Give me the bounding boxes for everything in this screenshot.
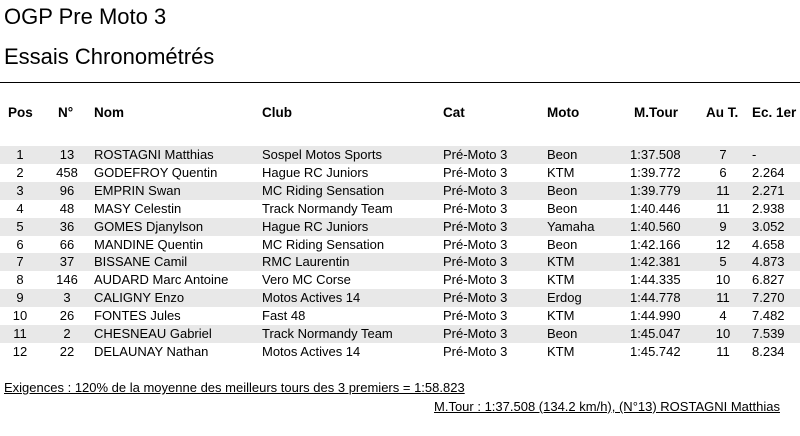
cell-club: Fast 48 [262, 308, 306, 324]
table-row [0, 236, 800, 254]
cell-ec: 4.658 [752, 236, 785, 252]
cell-pos: 9 [16, 290, 24, 306]
cell-nom: DELAUNAY Nathan [94, 343, 209, 359]
cell-nom: GODEFROY Quentin [94, 164, 218, 180]
cell-cat: Pré-Moto 3 [443, 308, 508, 324]
cell-mtour: 1:40.446 [630, 200, 681, 216]
cell-aut: 11 [716, 290, 730, 306]
cell-mtour: 1:40.560 [630, 218, 681, 234]
cell-nom: EMPRIN Swan [94, 182, 181, 198]
cell-pos: 10 [12, 308, 28, 324]
cell-moto: Beon [547, 326, 578, 341]
cell-moto: KTM [547, 272, 575, 288]
cell-moto: KTM [547, 164, 575, 180]
cell-club: Hague RC Juniors [262, 218, 369, 234]
cell-pos: 5 [16, 218, 24, 234]
cell-moto: Beon [547, 200, 578, 216]
cell-cat: Pré-Moto 3 [443, 236, 508, 252]
cell-mtour: 1:45.742 [630, 343, 681, 359]
cell-club: Hague RC Juniors [262, 164, 369, 180]
cell-ec: 6.827 [752, 272, 785, 288]
cell-pos: 1 [16, 147, 24, 162]
cell-nom: MASY Celestin [94, 200, 182, 216]
cell-num: 36 [59, 218, 75, 234]
col-header-nom: Nom [94, 105, 124, 120]
cell-aut: 11 [716, 343, 730, 359]
best-lap-note: M.Tour : 1:37.508 (134.2 km/h), (N°13) ROSTAGNI Matthias [434, 399, 780, 414]
cell-nom: FONTES Jules [94, 308, 181, 324]
cell-aut: 11 [716, 200, 730, 216]
cell-mtour: 1:44.778 [630, 290, 681, 306]
cell-club: RMC Laurentin [262, 254, 350, 270]
cell-mtour: 1:42.381 [630, 254, 681, 270]
cell-cat: Pré-Moto 3 [443, 164, 508, 180]
cell-club: Track Normandy Team [262, 200, 393, 216]
cell-aut: 7 [719, 147, 727, 162]
cell-cat: Pré-Moto 3 [443, 200, 508, 216]
col-header-moto: Moto [547, 105, 580, 120]
cell-moto: KTM [547, 308, 575, 324]
cell-ec: 4.873 [752, 254, 785, 270]
cell-ec: 2.264 [752, 164, 785, 180]
cell-aut: 12 [715, 236, 731, 252]
cell-club: Motos Actives 14 [262, 290, 361, 306]
table-row [0, 200, 800, 218]
cell-cat: Pré-Moto 3 [443, 343, 508, 359]
cell-num: 13 [59, 147, 75, 162]
cell-num: 22 [59, 343, 75, 359]
cell-club: Vero MC Corse [262, 272, 351, 288]
cell-aut: 11 [716, 182, 730, 198]
table-row [0, 343, 800, 361]
cell-cat: Pré-Moto 3 [443, 182, 508, 198]
cell-pos: 2 [16, 164, 24, 180]
cell-cat: Pré-Moto 3 [443, 254, 508, 270]
col-header-ec: Ec. 1er [752, 105, 797, 120]
cell-mtour: 1:42.166 [630, 236, 681, 252]
cell-cat: Pré-Moto 3 [443, 218, 508, 234]
cell-nom: CALIGNY Enzo [94, 290, 185, 306]
cell-cat: Pré-Moto 3 [443, 147, 508, 162]
cell-aut: 5 [719, 254, 727, 270]
col-header-club: Club [262, 105, 292, 120]
cell-num: 3 [63, 290, 71, 306]
cell-num: 66 [59, 236, 75, 252]
table-row [0, 182, 800, 200]
cell-ec: 7.270 [752, 290, 785, 306]
table-row [0, 289, 800, 307]
cell-ec: 7.482 [752, 308, 785, 324]
cell-cat: Pré-Moto 3 [443, 272, 508, 288]
col-header-pos: Pos [8, 105, 33, 120]
cell-ec: 8.234 [752, 343, 785, 359]
cell-ec: 2.938 [752, 200, 785, 216]
cell-pos: 3 [16, 182, 24, 198]
table-row [0, 164, 800, 182]
cell-ec: 7.539 [752, 326, 785, 341]
cell-moto: Erdog [547, 290, 582, 306]
cell-pos: 12 [12, 343, 28, 359]
cell-mtour: 1:39.772 [630, 164, 681, 180]
cell-num: 146 [56, 272, 78, 288]
cell-ec: - [752, 147, 757, 162]
cell-nom: BISSANE Camil [94, 254, 188, 270]
cell-aut: 10 [715, 326, 731, 341]
table-row [0, 253, 800, 271]
table-row [0, 271, 800, 289]
cell-num: 26 [59, 308, 75, 324]
cell-cat: Pré-Moto 3 [443, 290, 508, 306]
cell-moto: Beon [547, 236, 578, 252]
cell-mtour: 1:37.508 [630, 147, 681, 162]
cell-num: 2 [63, 326, 71, 341]
cell-club: Motos Actives 14 [262, 343, 361, 359]
cell-num: 48 [59, 200, 75, 216]
cell-club: MC Riding Sensation [262, 236, 385, 252]
cell-aut: 6 [719, 164, 727, 180]
cell-moto: Beon [547, 182, 578, 198]
page-subtitle: Essais Chronométrés [4, 44, 215, 69]
cell-moto: KTM [547, 254, 575, 270]
cell-club: Track Normandy Team [262, 326, 393, 341]
cell-aut: 9 [719, 218, 727, 234]
cell-cat: Pré-Moto 3 [443, 326, 508, 341]
cell-moto: Beon [547, 147, 578, 162]
table-row [0, 146, 800, 164]
cell-num: 458 [56, 164, 78, 180]
cell-nom: AUDARD Marc Antoine [94, 272, 229, 288]
cell-mtour: 1:45.047 [630, 326, 681, 341]
cell-club: MC Riding Sensation [262, 182, 385, 198]
cell-mtour: 1:44.990 [630, 308, 681, 324]
cell-aut: 4 [719, 308, 727, 324]
cell-aut: 10 [715, 272, 731, 288]
title-divider [0, 82, 800, 83]
col-header-aut: Au T. [706, 105, 739, 120]
cell-nom: GOMES Djanylson [94, 218, 204, 234]
page-title: OGP Pre Moto 3 [4, 4, 167, 29]
cell-ec: 2.271 [752, 182, 785, 198]
cell-mtour: 1:39.779 [630, 182, 681, 198]
col-header-cat: Cat [443, 105, 465, 120]
cell-ec: 3.052 [752, 218, 785, 234]
cell-pos: 4 [16, 200, 24, 216]
col-header-num: N° [58, 105, 74, 120]
table-row [0, 325, 800, 343]
cell-num: 96 [59, 182, 75, 198]
cell-mtour: 1:44.335 [630, 272, 681, 288]
cell-pos: 11 [13, 326, 27, 341]
table-row [0, 218, 800, 236]
cell-pos: 6 [16, 236, 24, 252]
cell-nom: MANDINE Quentin [94, 236, 204, 252]
cell-nom: CHESNEAU Gabriel [94, 326, 212, 341]
cell-nom: ROSTAGNI Matthias [94, 147, 214, 162]
cell-num: 37 [59, 254, 75, 270]
table-row [0, 307, 800, 325]
cell-moto: KTM [547, 343, 575, 359]
cell-pos: 8 [16, 272, 24, 288]
cell-pos: 7 [16, 254, 24, 270]
col-header-mtour: M.Tour [634, 105, 678, 120]
cell-club: Sospel Motos Sports [262, 147, 382, 162]
requirements-note: Exigences : 120% de la moyenne des meilleurs tours des 3 premiers = 1:58.823 [4, 380, 465, 395]
cell-moto: Yamaha [547, 218, 595, 234]
